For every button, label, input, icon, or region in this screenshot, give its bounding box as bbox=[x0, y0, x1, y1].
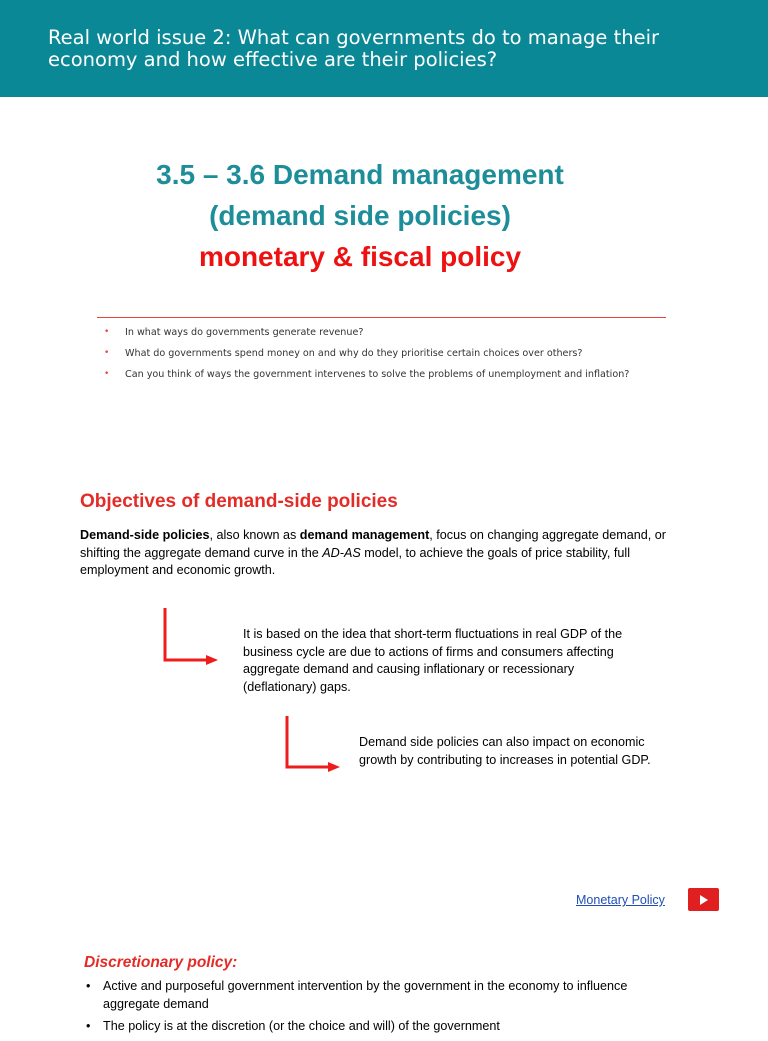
elbow-arrow-icon bbox=[158, 605, 222, 667]
header-banner bbox=[0, 0, 768, 97]
term-demand-management: demand management bbox=[299, 528, 430, 542]
discretionary-policy-heading: Discretionary policy: bbox=[84, 954, 238, 971]
bullet-icon: • bbox=[104, 348, 110, 358]
elbow-arrow-icon bbox=[280, 713, 344, 775]
list-item: • Active and purposeful government intervention by the government in the economy to influence aggregate demand bbox=[86, 979, 628, 1011]
list-item: • In what ways do governments generate revenue? bbox=[104, 322, 629, 343]
play-icon bbox=[700, 895, 708, 905]
play-video-button[interactable] bbox=[688, 888, 719, 911]
page-title-line-3: monetary & fiscal policy bbox=[198, 241, 522, 272]
objectives-heading: Objectives of demand-side policies bbox=[80, 491, 398, 512]
bullet-icon: • bbox=[86, 1019, 91, 1033]
list-item: • What do governments spend money on and why do they prioritise certain choices over others? bbox=[104, 343, 629, 364]
list-item: • Can you think of ways the government intervenes to solve the problems of unemployment and inflation? bbox=[104, 364, 629, 385]
list-item: • The policy is at the discretion (or the choice and will) of the government bbox=[84, 1018, 684, 1036]
question-list bbox=[104, 322, 629, 385]
page-title-line-2: (demand side policies) bbox=[209, 200, 511, 231]
objectives-paragraph: Demand-side policies, also known as demand management, focus on changing aggregate demand, or shifting the aggregate demand curve in the AD-AS model, to achieve the goals of price stability, full employment and economic growth. bbox=[80, 528, 666, 577]
business-cycle-note: It is based on the idea that short-term fluctuations in real GDP of the business cycle are due to actions of firms and consumers affecting aggregate demand and causing inflationary or recessionary (deflationary) gaps. bbox=[243, 627, 623, 694]
banner-title: Real world issue 2: What can governments do to manage their economy and how effective are their policies? bbox=[48, 26, 660, 71]
bullet-icon: • bbox=[104, 327, 110, 337]
divider-line bbox=[97, 317, 666, 318]
term-ad-as: AD-AS bbox=[322, 545, 361, 560]
bullet-icon: • bbox=[104, 369, 110, 379]
bullet-icon: • bbox=[86, 979, 91, 993]
page-title-line-1: 3.5 – 3.6 Demand management bbox=[156, 159, 564, 190]
growth-note: Demand side policies can also impact on economic growth by contributing to increases in potential GDP. bbox=[359, 735, 651, 767]
monetary-policy-link[interactable]: Monetary Policy bbox=[576, 893, 665, 907]
term-demand-side-policies: Demand-side policies bbox=[80, 528, 210, 542]
discretionary-list bbox=[84, 978, 684, 1041]
